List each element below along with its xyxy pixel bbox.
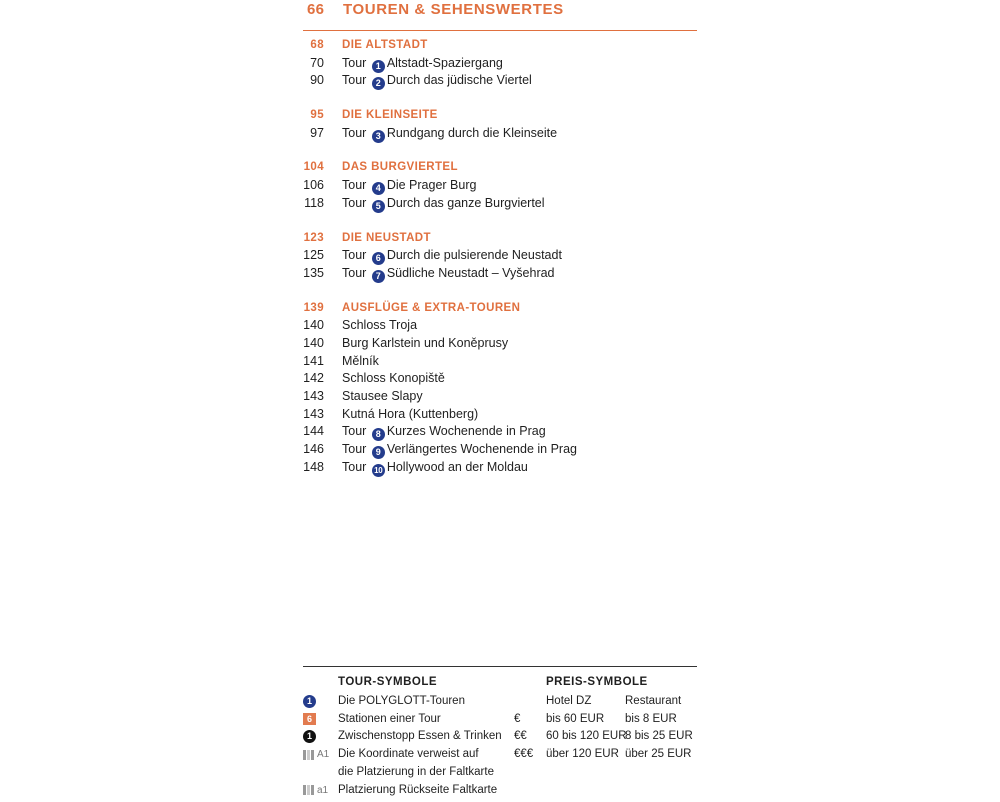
section-heading[interactable] [303,159,697,177]
entry-page-number: 125 [303,248,324,263]
toc-entry[interactable] [303,353,697,371]
entry-text [342,406,478,424]
entry-text [342,177,476,195]
section-title: DAS BURGVIERTEL [342,161,458,174]
price-symbol: € [514,712,521,725]
entry-page-number: 90 [310,73,324,88]
entry-page-number: 148 [303,459,324,474]
section-page-number: 68 [310,39,324,51]
tour-label: Tour [342,73,367,88]
entry-page-number: 106 [303,178,324,193]
legend-row-tours [303,693,465,711]
legend-row-backside [303,782,498,800]
legend-row-stations [303,711,441,729]
tour-number-icon: 6 [372,252,385,265]
section-page-number: 123 [303,231,324,244]
price-restaurant: 8 bis 25 EUR [625,730,693,743]
entry-page-number: 118 [304,195,324,210]
legend-text: Platzierung Rückseite Faltkarte [338,783,498,796]
entry-page-number: 146 [303,442,324,457]
entry-text [342,125,557,143]
table-of-contents [303,37,697,493]
entry-title: Stausee Slapy [342,389,423,403]
entry-text [342,265,555,283]
toc-entry[interactable] [303,125,697,143]
entry-text [342,459,528,477]
entry-text [342,423,546,441]
section-page-number: 139 [303,301,324,314]
entry-title: Die Prager Burg [386,178,477,193]
entry-page-number: 144 [303,424,324,439]
toc-entry[interactable] [303,441,697,459]
section-heading[interactable] [303,37,697,55]
entry-page-number: 143 [303,406,324,421]
tour-number-icon: 2 [372,77,385,90]
entry-title: Durch das jüdische Viertel [386,73,532,88]
section-page-number: 104 [303,161,324,174]
toc-entry[interactable] [303,370,697,388]
toc-section [303,230,697,283]
toc-entry[interactable] [303,247,697,265]
entry-title: Burg Karlstein und Koněprusy [342,335,509,350]
entry-text [342,335,508,353]
legend [303,666,697,801]
entry-title: Südliche Neustadt – Vyšehrad [386,265,555,280]
section-title: AUSFLÜGE & EXTRA-TOUREN [342,301,521,314]
entry-title: Schloss Troja [342,318,418,333]
entry-text [342,388,423,406]
legend-row-stopover [303,728,502,746]
price-hotel: über 120 EUR [546,748,619,761]
tour-label: Tour [342,248,367,263]
entry-page-number: 70 [310,55,324,70]
toc-entry[interactable] [303,388,697,406]
price-hotel: bis 60 EUR [546,712,605,725]
entry-title: Kurzes Wochenende in Prag [386,424,546,439]
section-title: DIE KLEINSEITE [342,109,438,122]
toc-section [303,300,697,477]
map-coordinate-icon: A1 [303,746,329,764]
legend-text: Die Koordinate verweist auf [338,748,479,761]
toc-entry[interactable] [303,335,697,353]
entry-page-number: 143 [303,389,324,403]
tour-number-icon: 3 [372,130,385,143]
entry-text [342,441,577,459]
legend-text: Zwischenstopp Essen & Trinken [338,730,502,743]
chapter-page-number: 66 [307,1,325,18]
tour-label: Tour [342,424,367,439]
tour-number-icon: 5 [372,200,385,213]
entry-text [342,72,532,90]
entry-title: Mělník [342,353,379,368]
entry-page-number: 141 [303,353,324,368]
entry-page-number: 135 [303,265,324,280]
chapter-header [303,0,697,31]
tour-number-icon: 7 [372,270,385,283]
entry-title: Durch die pulsierende Neustadt [386,248,562,263]
tour-number-icon: 4 [372,182,385,195]
section-title: DIE ALTSTADT [342,39,428,51]
chapter-title: TOUREN & SEHENSWERTES [343,1,564,18]
price-header-restaurant: Restaurant [625,695,682,707]
entry-page-number: 140 [303,318,324,333]
tour-label: Tour [342,178,367,193]
tour-symbols-heading: TOUR-SYMBOLE [338,676,438,688]
section-heading[interactable] [303,300,697,318]
price-header-hotel: Hotel DZ [546,695,592,707]
toc-section [303,159,697,212]
section-page-number: 95 [310,109,324,122]
tour-number-icon: 1 [303,695,316,708]
tour-number-icon: 1 [372,60,385,73]
price-hotel: 60 bis 120 EUR [546,730,627,743]
entry-title: Durch das ganze Burgviertel [386,195,545,210]
price-symbol: €€ [514,730,527,743]
legend-row-coordinate [303,746,479,764]
toc-entry[interactable] [303,177,697,195]
tour-number-icon: 9 [372,446,385,459]
entry-title: Altstadt-Spaziergang [386,55,503,70]
toc-entry[interactable] [303,459,697,477]
legend-text: Stationen einer Tour [338,712,441,725]
entry-title: Rundgang durch die Kleinseite [386,125,558,140]
entry-title: Schloss Konopiště [342,371,445,386]
entry-text [342,247,562,265]
toc-entry[interactable] [303,195,697,213]
stopover-icon: 1 [303,730,316,743]
toc-entry[interactable] [303,72,697,90]
map-backside-icon: a1 [303,782,328,800]
toc-section [303,37,697,90]
toc-entry[interactable] [303,55,697,73]
tour-label: Tour [342,125,367,140]
tour-label: Tour [342,442,367,457]
section-title: DIE NEUSTADT [342,231,431,244]
price-symbol: €€€ [514,748,534,761]
entry-page-number: 140 [303,335,324,350]
legend-text: die Platzierung in der Faltkarte [338,765,494,778]
station-number-icon: 6 [303,713,316,725]
toc-entry[interactable] [303,406,697,424]
toc-entry[interactable] [303,265,697,283]
toc-section [303,107,697,142]
entry-page-number: 97 [310,125,324,140]
entry-title: Hollywood an der Moldau [386,459,528,474]
tour-number-icon: 8 [372,428,385,441]
entry-text [342,370,445,388]
tour-label: Tour [342,265,367,280]
entry-text [342,55,503,73]
tour-label: Tour [342,195,367,210]
entry-title: Kutná Hora (Kuttenberg) [342,406,479,421]
price-symbols-heading: PREIS-SYMBOLE [546,676,648,688]
price-restaurant: über 25 EUR [625,748,692,761]
toc-entry[interactable] [303,423,697,441]
entry-text [342,317,417,335]
entry-title: Verlängertes Wochenende in Prag [386,442,577,457]
tour-label: Tour [342,55,367,70]
toc-entry[interactable] [303,317,697,335]
price-restaurant: bis 8 EUR [625,712,677,725]
entry-text [342,353,379,371]
entry-page-number: 142 [303,371,324,386]
legend-text: Die POLYGLOTT-Touren [338,695,465,707]
tour-number-icon: 10 [372,464,385,477]
section-heading[interactable] [303,107,697,125]
entry-text [342,195,545,213]
section-heading[interactable] [303,230,697,248]
tour-label: Tour [342,459,367,474]
